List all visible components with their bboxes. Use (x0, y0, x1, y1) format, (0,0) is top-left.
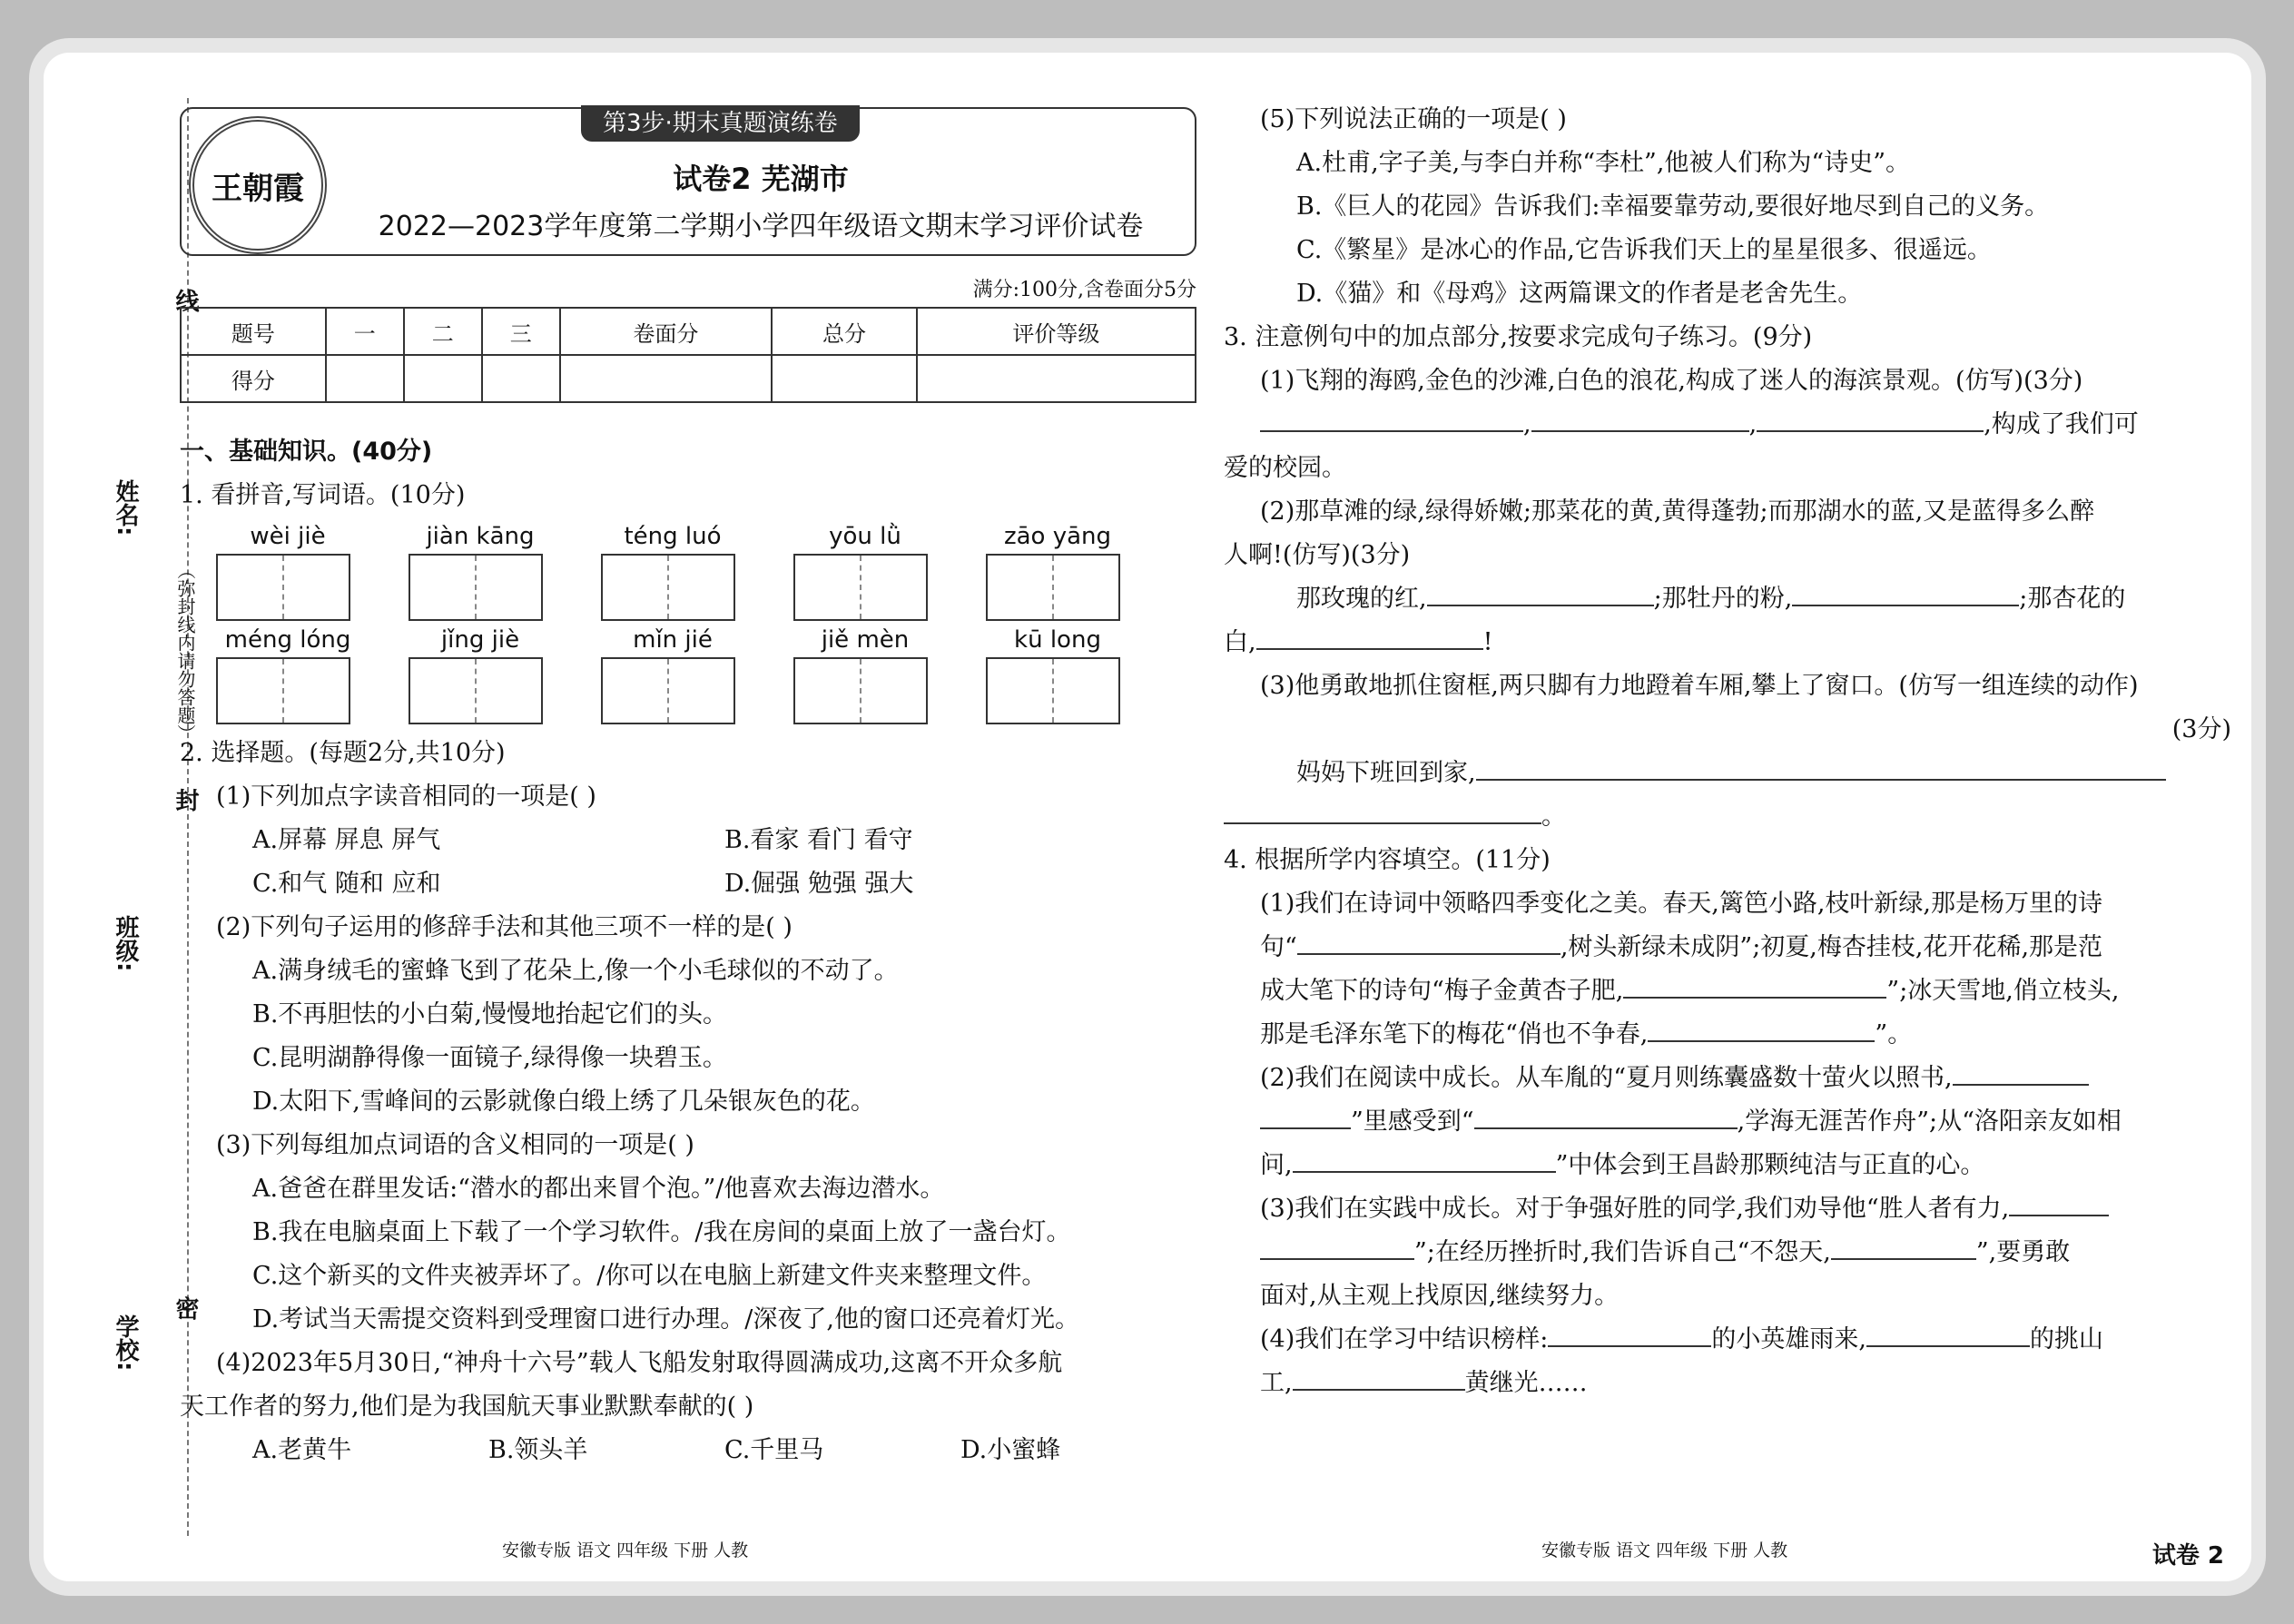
answer-line (1224, 1231, 2231, 1275)
text-fragment: 工, (1260, 1369, 1293, 1397)
school-label: 学校: (112, 1314, 139, 1372)
option-a[interactable]: A.老黄牛 (252, 1436, 352, 1464)
option-d[interactable]: D.倔强 勉强 强大 (724, 870, 914, 898)
text-fragment: ”;在经历挫折时,我们告诉自己“不怨天, (1414, 1238, 1831, 1266)
options-row (180, 819, 1196, 862)
option-a[interactable]: A.屏幕 屏息 屏气 (252, 826, 441, 854)
answer-line (1224, 1362, 2231, 1405)
answer-line: , , ,构成了我们可 (1224, 403, 2231, 447)
question-3-2: (2)那草滩的绿,绿得娇嫩;那菜花的黄,黄得蓬勃;而那湖水的蓝,又是蓝得多么醉 (1260, 497, 2095, 526)
full-mark-note: 满分:100分,含卷面分5分 (972, 279, 1196, 301)
text-fragment: 那是毛泽东笔下的梅花“俏也不争春, (1260, 1020, 1649, 1048)
score-header: 二 (404, 308, 482, 355)
option-c[interactable]: C.千里马 (724, 1436, 824, 1464)
answer-line (1224, 1318, 2231, 1362)
step-label: 第3步·期末真题演练卷 (581, 105, 860, 142)
writing-boxes[interactable] (601, 554, 735, 621)
seal-label: 封 (172, 788, 199, 812)
answer-blank[interactable] (1792, 577, 2019, 606)
option-c[interactable]: C.和气 随和 应和 (252, 870, 441, 898)
answer-blank[interactable] (1224, 795, 1541, 824)
option-c[interactable]: C.这个新买的文件夹被弄坏了。/你可以在电脑上新建文件夹来整理文件。 (252, 1262, 1047, 1290)
question-4: 4. 根据所学内容填空。(11分) (1224, 846, 1551, 874)
answer-line: 白, ! (1224, 621, 2231, 664)
answer-blank[interactable] (1623, 969, 1886, 999)
text-fragment: 问, (1260, 1151, 1293, 1179)
score-table (180, 307, 1196, 403)
line-label: 线 (172, 289, 199, 312)
pinyin: zāo yāng (1003, 523, 1112, 550)
answer-blank[interactable] (1476, 752, 2166, 781)
secret-label: 密 (172, 1296, 199, 1320)
writing-boxes[interactable] (601, 657, 735, 724)
text-fragment: 白, (1224, 628, 1256, 656)
answer-line (1224, 1144, 2231, 1187)
text-fragment: (4)我们在学习中结识榜样: (1260, 1325, 1549, 1353)
answer-blank[interactable] (1297, 926, 1561, 955)
option-a[interactable]: A.满身绒毛的蜜蜂飞到了花朵上,像一个小毛球似的不动了。 (252, 957, 899, 985)
question-4-1: (1)我们在诗词中领略四季变化之美。春天,篱笆小路,枝叶新绿,那是杨万里的诗 (1260, 890, 2102, 918)
score-cell[interactable] (917, 355, 1196, 402)
question-3-3: (3)他勇敢地抓住窗框,两只脚有力地蹬着车厢,攀上了窗口。(仿写一组连续的动作) (1260, 672, 2139, 700)
answer-blank[interactable] (1293, 1362, 1465, 1391)
option-c[interactable]: C.昆明湖静得像一面镜子,绿得像一块碧玉。 (252, 1044, 727, 1072)
question-2-3: (3)下列每组加点词语的含义相同的一项是( ) (216, 1131, 694, 1159)
score-cell[interactable] (326, 355, 404, 402)
text-fragment: ”,要勇敢 (1975, 1238, 2071, 1266)
question-3: 3. 注意例句中的加点部分,按要求完成句子练习。(9分) (1224, 323, 1813, 351)
answer-line (1224, 1187, 2231, 1231)
answer-line (1224, 1013, 2231, 1057)
option-d[interactable]: D.小蜜蜂 (960, 1436, 1061, 1464)
pinyin: wèi jiè (250, 523, 326, 550)
option-b[interactable]: B.看家 看门 看守 (724, 826, 913, 854)
writing-boxes[interactable] (409, 554, 543, 621)
pinyin: mǐn jié (633, 626, 713, 654)
text-fragment: ”中体会到王昌龄那颗纯洁与正直的心。 (1555, 1151, 1985, 1179)
answer-line (1224, 926, 2231, 969)
answer-line (1224, 577, 2231, 621)
question-2-5: (5)下列说法正确的一项是( ) (1260, 105, 1567, 133)
name-label: 姓名: (112, 479, 139, 536)
text-fragment: ;那牡丹的粉, (1653, 585, 1793, 613)
score-header: 卷面分 (560, 308, 772, 355)
score-cell[interactable] (772, 355, 917, 402)
option-a[interactable]: A.爸爸在群里发话:“潜水的都出来冒个泡。”/他喜欢去海边潜水。 (252, 1175, 945, 1203)
exam-sheet (44, 53, 2251, 1581)
score-header: 总分 (772, 308, 917, 355)
answer-line (1224, 752, 2231, 795)
exam-title: 试卷2 芜湖市 (673, 162, 849, 196)
writing-boxes[interactable] (986, 554, 1120, 621)
score-header: 题号 (181, 308, 326, 355)
pinyin: méng lóng (224, 626, 351, 654)
answer-blank[interactable] (1531, 403, 1749, 432)
text-fragment: ,树头新绿未成阴”;初夏,梅杏挂枝,花开花稀,那是范 (1560, 933, 2103, 961)
text-fragment: 黄继光…… (1464, 1369, 1588, 1397)
score-header: 一 (326, 308, 404, 355)
question-2-1: (1)下列加点字读音相同的一项是( ) (216, 782, 596, 811)
pinyin-row-2 (216, 626, 1196, 724)
exam-subtitle: 2022—2023学年度第二学期小学四年级语文期末学习评价试卷 (378, 211, 1144, 242)
answer-blank[interactable] (1260, 1100, 1351, 1129)
answer-blank[interactable] (1427, 577, 1654, 606)
question-2: 2. 选择题。(每题2分,共10分) (180, 739, 506, 767)
pinyin: téng luó (624, 523, 722, 550)
option-c[interactable]: C.《繁星》是冰心的作品,它告诉我们天上的星星很多、很遥远。 (1296, 236, 1992, 264)
question-2-4-cont: 天工作者的努力,他们是为我国航天事业默默奉献的( ) (180, 1393, 754, 1421)
answer-blank[interactable] (1953, 1057, 2089, 1086)
score-cell[interactable] (404, 355, 482, 402)
writing-boxes[interactable] (986, 657, 1120, 724)
text-fragment: ,学海无涯苦作舟”;从“洛阳亲友如相 (1737, 1107, 2122, 1136)
text-line: 爱的校园。 (1224, 454, 1346, 482)
left-column (180, 107, 1196, 1472)
page-number: 试卷 2 (2151, 1542, 2224, 1570)
brand-logo: 王朝霞 (189, 116, 327, 254)
pinyin: kū long (1014, 626, 1101, 654)
answer-blank[interactable] (1260, 403, 1523, 432)
answer-blank[interactable] (1866, 1318, 2030, 1347)
writing-boxes[interactable] (793, 657, 928, 724)
text-fragment: 的小英雄雨来, (1711, 1325, 1866, 1353)
answer-blank[interactable] (1648, 1013, 1875, 1042)
text-fragment: (2)我们在阅读中成长。从车胤的“夏月则练囊盛数十萤火以照书, (1260, 1064, 1953, 1092)
answer-line (1224, 1100, 2231, 1144)
option-d[interactable]: D.《猫》和《母鸡》这两篇课文的作者是老舍先生。 (1296, 280, 1863, 308)
answer-blank[interactable] (1260, 1231, 1414, 1260)
text-fragment: 的挑山 (2029, 1325, 2103, 1353)
answer-blank[interactable] (2009, 1187, 2109, 1216)
answer-blank[interactable] (1256, 621, 1483, 650)
score-header: 评价等级 (917, 308, 1196, 355)
pinyin: jiàn kāng (426, 523, 535, 550)
writing-boxes[interactable] (793, 554, 928, 621)
answer-line (1224, 1057, 2231, 1100)
option-b[interactable]: B.《巨人的花园》告诉我们:幸福要靠劳动,要很好地尽到自己的义务。 (1296, 192, 2050, 221)
text-line: 面对,从主观上找原因,继续努力。 (1260, 1282, 1620, 1310)
option-d[interactable]: D.太阳下,雪峰间的云影就像白缎上绣了几朵银灰色的花。 (252, 1088, 875, 1116)
pinyin: jiě mèn (821, 626, 910, 654)
score-cell[interactable] (482, 355, 560, 402)
question-2-4: (4)2023年5月30日,“神舟十六号”载人飞船发射取得圆满成功,这离不开众多航 (216, 1349, 1063, 1377)
question-3-2-cont: 人啊!(仿写)(3分) (1224, 541, 1411, 569)
score-header: 三 (482, 308, 560, 355)
text-fragment: ;那杏花的 (2019, 585, 2126, 613)
exam-header (180, 107, 1196, 256)
class-label: 班级: (112, 915, 139, 972)
right-footer: 安徽专版 语文 四年级 下册 人教 (1541, 1540, 1788, 1560)
option-a[interactable]: A.杜甫,字子美,与李白并称“李杜”,他被人们称为“诗史”。 (1296, 149, 1911, 177)
answer-line (1224, 969, 2231, 1013)
answer-blank[interactable] (1548, 1318, 1711, 1347)
answer-blank[interactable] (1293, 1144, 1556, 1173)
pinyin-row-1 (216, 523, 1196, 621)
text-fragment: ”;冰天雪地,俏立枝头, (1886, 977, 2120, 1005)
text-fragment: 成大笔下的诗句“梅子金黄杏子肥, (1260, 977, 1624, 1005)
text-fragment: 句“ (1260, 933, 1297, 961)
pinyin: yōu lǜ (829, 523, 901, 550)
text-fragment: 那玫瑰的红, (1296, 585, 1427, 613)
text-fragment: (3)我们在实践中成长。对于争强好胜的同学,我们劝导他“胜人者有力, (1260, 1195, 2010, 1223)
points: (3分) (2171, 715, 2231, 743)
options-row (180, 862, 1196, 906)
question-2-2: (2)下列句子运用的修辞手法和其他三项不一样的是( ) (216, 913, 793, 941)
answer-blank[interactable] (1831, 1231, 1976, 1260)
writing-boxes[interactable] (216, 657, 350, 724)
pinyin: jǐng jiè (440, 626, 520, 654)
question-1: 1. 看拼音,写词语。(10分) (180, 481, 466, 509)
score-row-label: 得分 (181, 355, 326, 402)
text-fragment: ,构成了我们可 (1984, 410, 2139, 438)
answer-line: 。 (1224, 795, 2231, 839)
seal-margin (98, 53, 199, 1581)
option-b[interactable]: B.不再胆怯的小白菊,慢慢地抬起它们的头。 (252, 1000, 728, 1029)
option-d[interactable]: D.考试当天需提交资料到受理窗口进行办理。/深夜了,他的窗口还亮着灯光。 (252, 1305, 1079, 1334)
option-b[interactable]: B.我在电脑桌面上下载了一个学习软件。/我在房间的桌面上放了一盏台灯。 (252, 1218, 1071, 1246)
no-answer-note: （弥封线内请勿答题） (174, 561, 196, 743)
score-cell[interactable] (560, 355, 772, 402)
text-fragment: 妈妈下班回到家, (1296, 759, 1476, 787)
right-column (1224, 98, 2231, 1405)
answer-blank[interactable] (1757, 403, 1984, 432)
options-row (180, 1429, 1196, 1472)
answer-blank[interactable] (1474, 1100, 1738, 1129)
writing-boxes[interactable] (216, 554, 350, 621)
option-b[interactable]: B.领头羊 (488, 1436, 588, 1464)
section-1-heading: 一、基础知识。(40分) (180, 438, 433, 466)
writing-boxes[interactable] (409, 657, 543, 724)
question-3-1: (1)飞翔的海鸥,金色的沙滩,白色的浪花,构成了迷人的海滨景观。(仿写)(3分) (1260, 367, 2083, 395)
text-fragment: ”里感受到“ (1351, 1107, 1474, 1136)
text-fragment: ”。 (1875, 1020, 1913, 1048)
left-footer: 安徽专版 语文 四年级 下册 人教 (502, 1540, 749, 1560)
